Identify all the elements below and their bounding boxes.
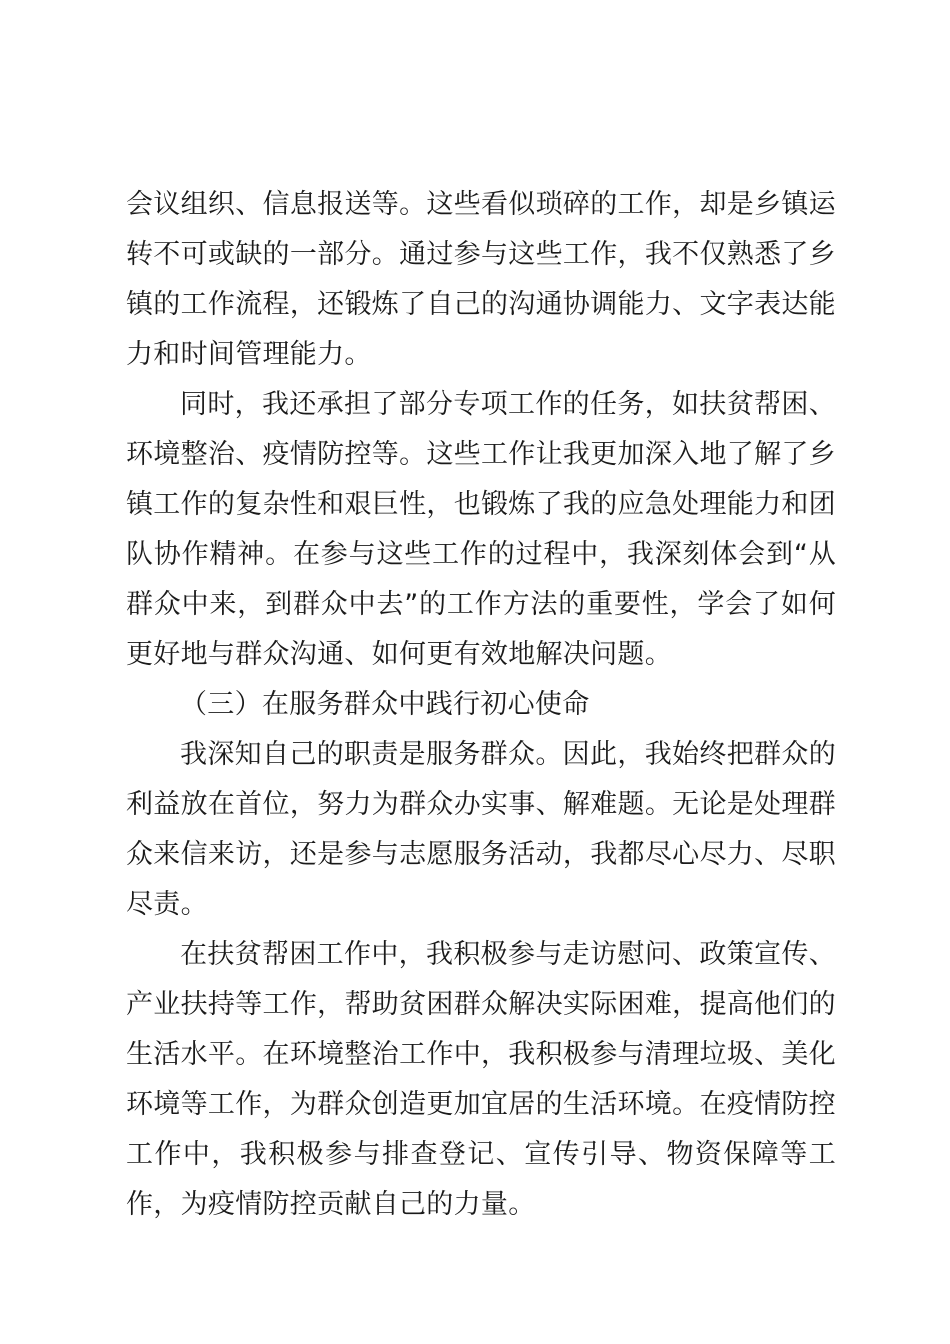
paragraph-poverty-alleviation: 在扶贫帮困工作中，我积极参与走访慰问、政策宣传、产业扶持等工作，帮助贫困群众解决实际困难，提高他们的生活水平。在环境整治工作中，我积极参与清理垃圾、美化环境等工作，为群众创造更加宜居的生活环境。在疫情防控工作中，我积极参与排查登记、宣传引导、物资保障等工作，为疫情防控贡献自己的力量。 — [126, 939, 836, 1220]
paragraph-special-tasks: 同时，我还承担了部分专项工作的任务，如扶贫帮困、环境整治、疫情防控等。这些工作让我更加深入地了解了乡镇工作的复杂性和艰巨性，也锻炼了我的应急处理能力和团队协作精神。在参与这些工作的过程中，我深刻体会到“从群众中来，到群众中去”的工作方法的重要性，学会了如何更好地与群众沟通、如何更有效地解决问题。 — [126, 389, 836, 670]
paragraph-continuation: 会议组织、信息报送等。这些看似琐碎的工作，却是乡镇运转不可或缺的一部分。通过参与这些工作，我不仅熟悉了乡镇的工作流程，还锻炼了自己的沟通协调能力、文字表达能力和时间管理能力。 — [126, 189, 836, 370]
document-body — [126, 180, 836, 1230]
section-heading: （三）在服务群众中践行初心使命 — [180, 689, 590, 720]
paragraph-serving-masses: 我深知自己的职责是服务群众。因此，我始终把群众的利益放在首位，努力为群众办实事、解难题。无论是处理群众来信来访，还是参与志愿服务活动，我都尽心尽力、尽职尽责。 — [126, 739, 836, 920]
